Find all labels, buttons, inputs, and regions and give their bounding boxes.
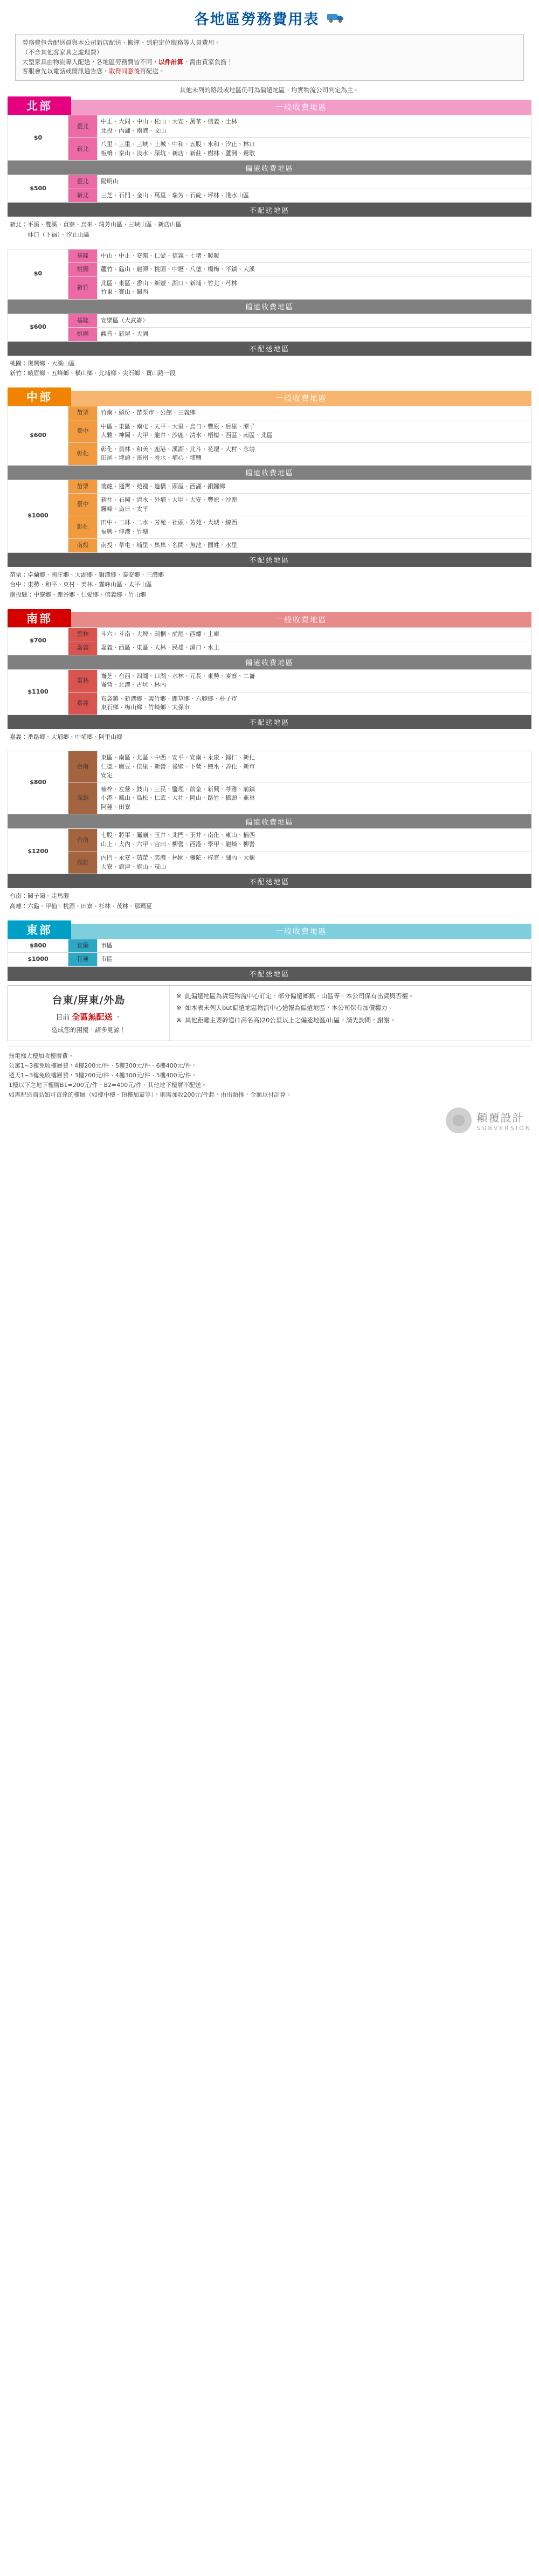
table-row — [8, 692, 531, 715]
region-header — [8, 387, 531, 406]
general-fee-band: 一般收費地區 — [71, 924, 531, 939]
city-label: 基隆 — [68, 249, 98, 263]
area-list: 七股、將軍、屬廟、玉井、北門、玉井、南化、東山、楠西 山上、大內、六甲、官田、柳營、西港、學甲、龍崎、柳營 — [98, 829, 531, 851]
page-title-row — [0, 0, 539, 31]
area-list: 東區、南區、北區、中西、安平、安南、永康、歸仁、新化 仁德、麻豆、佳里、新營、後壁、下營、鹽水、善化、新市 安定 — [98, 751, 531, 783]
callout-item — [176, 991, 524, 1002]
area-list: 嘉義、西區、東區、太林、民雄、溪口、水上 — [98, 641, 531, 655]
table-row — [8, 175, 531, 189]
no-delivery-band: 不配送地區 — [8, 553, 531, 567]
callout-left — [8, 986, 170, 1041]
brand-block — [8, 1107, 531, 1133]
area-list: 斗六、斗南、大埤、莿桐、虎尾、西螺、土庫 — [98, 627, 531, 641]
area-list: 內門、永安、茄萣、美濃、林園、彌陀、梓官、湖內、大樹 大寮、旗津、旗山、茂山 — [98, 851, 531, 874]
area-list: 市區 — [98, 953, 531, 967]
remote-fee-band: 偏遠收費地區 — [8, 655, 531, 669]
table-row — [8, 829, 531, 851]
city-label: 高雄 — [68, 851, 98, 874]
fee-price: $600 — [8, 406, 68, 466]
region-block — [8, 249, 531, 384]
notice-line-4 — [22, 67, 517, 77]
area-list: 中山、中正、安樂、仁愛、信義、七堵、暖暖 — [98, 249, 531, 263]
callout-item — [176, 1015, 524, 1026]
region-name-tab: 東部 — [8, 920, 71, 939]
table-row — [8, 751, 531, 783]
fee-table — [8, 175, 531, 203]
city-label: 新竹 — [68, 276, 98, 299]
fee-price: $1100 — [8, 669, 68, 715]
area-list: 北區、東區、香山、新豐、湖口、新埔、竹北、芎林 竹東、寶山、關西 — [98, 276, 531, 299]
table-row — [8, 939, 531, 953]
city-label: 桃園 — [68, 328, 98, 342]
table-row — [8, 480, 531, 494]
no-delivery-list: 台南：關子嶺、走馬瀨 高雄：六龜、甲仙、桃源、田寮、杉林、茂林、那瑪夏 — [10, 892, 152, 910]
brand-logo-icon — [446, 1107, 472, 1133]
footer-line: 無電梯大樓加收樓層費。 — [9, 1052, 74, 1060]
city-label: 雲林 — [68, 627, 98, 641]
table-row — [8, 516, 531, 539]
fee-table — [8, 627, 531, 655]
no-delivery-band: 不配送地區 — [8, 342, 531, 356]
area-list: 中正、大同、中山、松山、大安、萬華、信義、士林 北投、內湖、南港、文山 — [98, 115, 531, 138]
city-label: 新北 — [68, 138, 98, 161]
area-list: 觀音、新屋、大園 — [98, 328, 531, 342]
table-row — [8, 138, 531, 161]
callout-status — [13, 1011, 164, 1022]
no-delivery-band: 不配送地區 — [8, 874, 531, 888]
area-list: 彰化、員林、和美、鹿港、溪湖、北斗、花壇、大村、永靖 田尾、埤頭、溪州、秀水、埔心、埔鹽 — [98, 442, 531, 465]
callout-title: 台東/屏東/外島 — [52, 994, 126, 1006]
table-row — [8, 442, 531, 465]
sub-notice: 其他未列的路段或地區仍可為偏遠地區，均實物流公司判定為主。 — [179, 86, 360, 94]
fee-table — [8, 939, 531, 967]
no-delivery-band: 不配送地區 — [8, 203, 531, 217]
table-row — [8, 669, 531, 692]
remote-fee-band: 偏遠收費地區 — [8, 161, 531, 175]
callout-item — [176, 1003, 524, 1014]
table-row — [8, 249, 531, 263]
table-row — [8, 953, 531, 967]
general-fee-band: 一般收費地區 — [71, 612, 531, 627]
area-list: 南投、草屯、埔里、集集、名間、魚池、國姓、水里 — [98, 539, 531, 553]
city-label: 花蓮 — [68, 953, 98, 967]
region-name-tab: 南部 — [8, 609, 71, 627]
fee-price: $800 — [8, 939, 68, 953]
page-root — [0, 0, 539, 1142]
callout-item-text: 此偏遠地區為貨運物流中心訂定，部分偏遠鄉鎮、山區等，本公司保有出貨與否權。 — [185, 992, 414, 1000]
no-delivery-list: 苗栗：卓蘭鄉、南庄鄉、大湖鄉、獅潭鄉、泰安鄉、三灣鄉 台中：東勢、和平、東村、美林、霧峰山區、太平山區 南投縣：中寮鄉、鹿谷鄉、仁愛鄉、信義鄉、竹山鄉 — [10, 571, 164, 598]
remote-fee-band: 偏遠收費地區 — [8, 814, 531, 828]
area-list: 崙芝、台西、四湖、口湖、水林、元長、東勢、麥寮、二崙 崙背、北港、古坑、林內 — [98, 669, 531, 692]
region-name-tab: 北部 — [8, 96, 71, 115]
remote-fee-band: 偏遠收費地區 — [8, 466, 531, 480]
callout-status-suffix: ， — [114, 1013, 122, 1022]
asterisk-icon: ※ — [176, 1016, 182, 1024]
table-row — [8, 539, 531, 553]
city-label: 嘉義 — [68, 641, 98, 655]
truck-icon — [327, 11, 345, 26]
fee-table — [8, 406, 531, 466]
area-list: 楠梓、左營、鼓山、三民、鹽埋、前金、新興、苓雅、前鎮 小港、鳳山、鳥松、仁武、大社、岡山、路竹、橋頭、燕巢 阿蓮、田寮 — [98, 783, 531, 814]
no-delivery-list: 桃園：復興鄉、大溪山區 新竹：峨眉鄉、五峰鄉、橫山鄉、北埔鄉、尖石鄉、寶山路一段 — [10, 359, 176, 377]
area-list: 田中、二林、二水、芳苑、社頭、芳苑、大城、線西 福興、伸港、竹塘 — [98, 516, 531, 539]
general-fee-band: 一般收費地區 — [71, 100, 531, 115]
region-block — [8, 387, 531, 606]
fee-table — [8, 115, 531, 161]
fee-price: $600 — [8, 314, 68, 341]
area-list: 三芝、石門、金山、萬里、瑞芳、石碇、坪林、淺水山區 — [98, 189, 531, 203]
area-list: 中區、東區、南屯、太平、大里、烏日、豐原、后里、潭子 大雅、神岡、大甲、龍井、沙鹿、清水、梧棲、西區、南區、北區 — [98, 420, 531, 442]
callout-status-prefix: 目前 — [56, 1013, 70, 1022]
brand-text — [477, 1109, 531, 1132]
area-list: 新社、石岡、清水、外埔、大甲、大安、豐原、沙鹿 霧峰、烏日、太平 — [98, 494, 531, 516]
area-list: 蘆竹、龜山、龍潭、桃園、中壢、八德、楊梅、平鎮、大溪 — [98, 263, 531, 277]
city-label: 宜蘭 — [68, 939, 98, 953]
table-row — [8, 641, 531, 655]
area-list: 陽明山 — [98, 175, 531, 189]
table-row — [8, 627, 531, 641]
city-label: 基隆 — [68, 314, 98, 328]
fee-price: $700 — [8, 627, 68, 655]
no-delivery-callout — [8, 985, 531, 1041]
city-label: 臺北 — [68, 175, 98, 189]
city-label: 南投 — [68, 539, 98, 553]
callout-status-highlight: 全區無配送 — [72, 1012, 113, 1022]
region-block — [8, 609, 531, 748]
city-label: 雲林 — [68, 669, 98, 692]
callout-item-text: 如本表未列入but偏遠地區物流中心通報為偏遠地區，本公司保有加價權力。 — [185, 1004, 394, 1012]
no-delivery-band: 不配送地區 — [8, 967, 531, 981]
table-row — [8, 420, 531, 442]
page-title: 各地區勞務費用表 — [194, 11, 320, 28]
city-label: 臺北 — [68, 115, 98, 138]
fee-price: $0 — [8, 249, 68, 299]
fee-price: $1000 — [8, 480, 68, 552]
city-label: 嘉義 — [68, 692, 98, 715]
notice-line-3-text: 大型家具由物流專人配送，各地區勞務費皆不同，以件計算，需由買家負擔！ — [22, 58, 233, 66]
region-name-tab: 中部 — [8, 387, 71, 406]
fee-price: $800 — [8, 751, 68, 814]
remote-fee-band: 偏遠收費地區 — [8, 300, 531, 314]
notice-box — [15, 34, 524, 81]
table-row — [8, 314, 531, 328]
fee-price: $1000 — [8, 953, 68, 967]
footer-notes — [8, 1047, 531, 1100]
fee-price: $1200 — [8, 829, 68, 874]
region-block — [8, 96, 531, 245]
notice-line-1: 勞務費包含配送員與本公司新店配送、搬運、到府定位服務等人員費用。 — [22, 39, 220, 46]
region-header — [8, 96, 531, 115]
city-label: 彰化 — [68, 516, 98, 539]
area-list: 竹南、頭份、苗栗市、公館、三義鄉 — [98, 406, 531, 420]
notice-line-4-text: 客服會先以電話或簡訊通告您，取得同意後再配送。 — [22, 67, 165, 75]
notice-line-3 — [22, 58, 517, 67]
city-label: 臺中 — [68, 420, 98, 442]
asterisk-icon: ※ — [176, 992, 182, 1000]
fee-table — [8, 751, 531, 814]
area-list: 後龍、通霄、苑裡、造橋、頭屋、西湖、銅鑼鄉 — [98, 480, 531, 494]
fee-table — [8, 669, 531, 715]
fee-price: $500 — [8, 175, 68, 203]
area-list: 市區 — [98, 939, 531, 953]
region-header — [8, 920, 531, 939]
table-row — [8, 406, 531, 420]
city-label: 台南 — [68, 829, 98, 851]
footer-line: 如需配送商品如可直達的樓層（如樓中樓、頂樓加蓋等），則需加收200元/件起，由出類推，金額以付計算。 — [9, 1091, 292, 1099]
table-row — [8, 851, 531, 874]
no-delivery-list: 新北：平溪、雙溪、貢寮、烏來、瑞芳山區、三峽山區、新店山區 林口（下福）、汐止山區 — [10, 221, 182, 238]
no-delivery-list: 嘉義：番路鄉、大埔鄉、中埔鄉、阿里山鄉 — [10, 733, 122, 740]
city-label: 苗栗 — [68, 480, 98, 494]
fee-price: $0 — [8, 115, 68, 161]
brand-name-en: SUBVERSION — [476, 1125, 531, 1132]
city-label: 彰化 — [68, 442, 98, 465]
table-row — [8, 328, 531, 342]
notice-line-2: （不含其他客家具之處理費） — [22, 48, 103, 56]
area-list: 安樂區（大武崙） — [98, 314, 531, 328]
callout-apology: 造成您的困擾，請多見諒！ — [51, 1026, 126, 1034]
city-label: 台南 — [68, 751, 98, 783]
region-block — [8, 751, 531, 917]
table-row — [8, 494, 531, 516]
table-row — [8, 276, 531, 299]
footer-line: 透天1~3樓免收樓層費，3樓200元/件、4樓300元/件、5樓400元/件。 — [9, 1071, 197, 1079]
city-label: 高雄 — [68, 783, 98, 814]
city-label: 桃園 — [68, 263, 98, 277]
no-delivery-band: 不配送地區 — [8, 715, 531, 729]
table-row — [8, 115, 531, 138]
callout-right — [170, 986, 531, 1041]
city-label: 苗栗 — [68, 406, 98, 420]
area-list: 布袋鎮、新港鄉、義竹鄉、鹿草鄉、六腳鄉、朴子市 東石鄉、梅山鄉、竹崎鄉、太保市 — [98, 692, 531, 715]
footer-line: 1樓以下之地下樓層B1=200元/件、B2=400元/件、其他地下樓層不配送。 — [9, 1082, 207, 1089]
brand-name-zh: 顛覆設計 — [476, 1111, 524, 1125]
callout-item-text: 其他距離主要幹道(1高名高)20公里以上之偏遠地區/山區，請先詢問，謝謝。 — [185, 1016, 396, 1024]
asterisk-icon: ※ — [176, 1004, 182, 1012]
table-row — [8, 189, 531, 203]
region-header — [8, 609, 531, 627]
region-block — [8, 920, 531, 981]
fee-table — [8, 314, 531, 342]
city-label: 新北 — [68, 189, 98, 203]
fee-table — [8, 828, 531, 874]
general-fee-band: 一般收費地區 — [71, 391, 531, 406]
fee-table — [8, 480, 531, 553]
table-row — [8, 263, 531, 277]
footer-line: 公寓1~3樓免收樓層費，4樓200元/件、5樓300元/件、6樓400元/件。 — [9, 1062, 197, 1069]
table-row — [8, 783, 531, 814]
regions-container — [0, 96, 539, 980]
fee-table — [8, 249, 531, 300]
city-label: 臺中 — [68, 494, 98, 516]
area-list: 八里、三重、三峽、土城、中和、五股、永和、汐止、林口 板橋、泰山、淡水、深坑、新店、新莊、樹林、蘆洲、鶯歌 — [98, 138, 531, 161]
